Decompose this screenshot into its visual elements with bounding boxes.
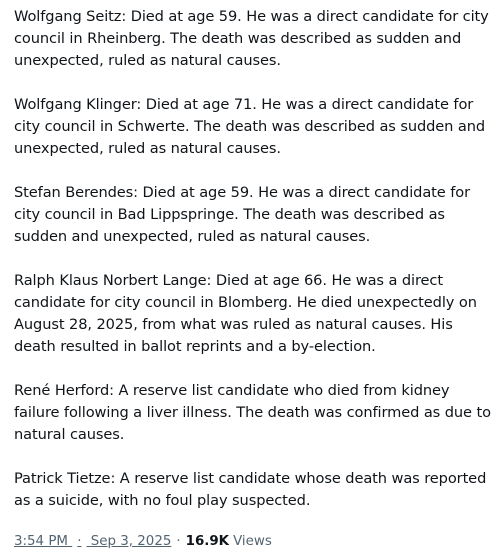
post-metadata	[14, 532, 272, 552]
views-label: Views	[233, 534, 272, 549]
post-paragraph-herford: René Herford: A reserve list candidate who died from kidney failure following a liver illness. The death was confirmed as due to natural causes.	[14, 382, 491, 443]
post-date: Sep 3, 2025	[90, 534, 172, 549]
post-body	[14, 6, 494, 534]
post-time: 3:54 PM	[14, 534, 68, 549]
post-timestamp-link[interactable]	[14, 532, 171, 552]
post-paragraph-klinger: Wolfgang Klinger: Died at age 71. He was a direct candidate for city council in Schwerte. The death was described as sudden and unexpected, ruled as natural causes.	[14, 96, 486, 157]
post-paragraph-seitz: Wolfgang Seitz: Died at age 59. He was a direct candidate for city council in Rheinberg. The death was described as sudden and unexpected, ruled as natural causes.	[14, 8, 489, 69]
post-paragraph-berendes: Stefan Berendes: Died at age 59. He was a direct candidate for city council in Bad Lippspringe. The death was described as sudden and unexpected, ruled as natural causes.	[14, 184, 470, 245]
views-count: 16.9K	[185, 534, 230, 549]
post-paragraph-lange: Ralph Klaus Norbert Lange: Died at age 66. He was a direct candidate for city council in Blomberg. He died unexpectedly on August 28, 2025, from what was ruled as natural causes. His death resulted in ballot reprints and a by-election.	[14, 272, 477, 355]
post-paragraph-tietze: Patrick Tietze: A reserve list candidate whose death was reported as a suicide, with no foul play suspected.	[14, 470, 487, 509]
timestamp-separator: ·	[77, 534, 82, 549]
meta-separator: ·	[176, 534, 181, 549]
